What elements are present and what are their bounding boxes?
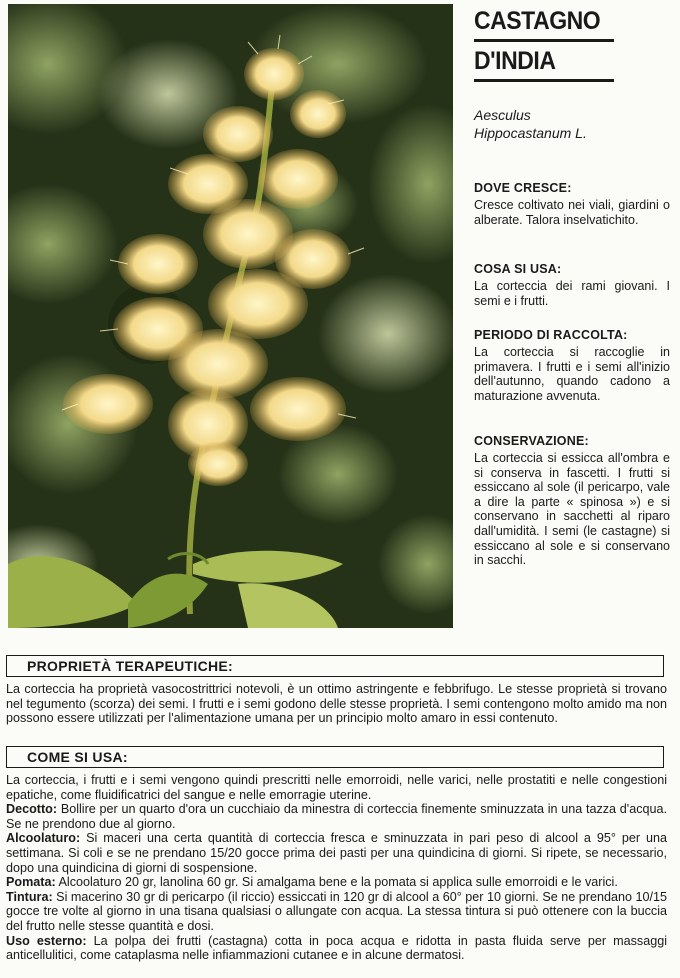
section-heading: DOVE CRESCE:	[474, 181, 572, 195]
usage-item	[6, 890, 667, 934]
section-heading: CONSERVAZIONE:	[474, 434, 589, 448]
usage-item	[6, 831, 667, 875]
usage-label: Decotto:	[6, 802, 58, 817]
section-conservazione	[474, 434, 670, 568]
come-intro: La corteccia, i frutti e i semi vengono quindi prescritti nelle emorroidi, nelle varici, nelle prostatiti e nelle congestioni epatiche, come fluidificatrici del sangue e nelle emorragie uterine.	[6, 773, 667, 802]
section-periodo-di-raccolta	[474, 328, 670, 403]
section-text: La corteccia dei rami giovani. I semi e i frutti.	[474, 279, 670, 308]
usage-item	[6, 875, 667, 890]
proprieta-heading: PROPRIETÀ TERAPEUTICHE:	[27, 658, 234, 674]
section-heading: COSA SI USA:	[474, 262, 562, 276]
usage-text: Bollire per un quarto d'ora un cucchiaio da minestra di corteccia finemente sminuzzata in una tazza d'acqua. Se ne prendono due al giorno.	[6, 802, 668, 831]
proprieta-text: La corteccia ha proprietà vasocostrittrici notevoli, è un ottimo astringente e febbrifugo. Le stesse proprietà si trovano nel tegumento (scorza) dei semi. I frutti e i semi godono delle stesse proprietà. I semi contengono molto amido ma non possono essere utilizzati per l'alimentazione umana per un principio molto amaro in essi contenuto.	[6, 682, 667, 726]
scientific-name-species: Hippocastanum L.	[474, 125, 587, 141]
usage-label: Alcoolaturo:	[6, 831, 81, 846]
usage-label: Uso esterno:	[6, 933, 87, 948]
usage-text: Si maceri una certa quantità di corteccia fresca e sminuzzata in pari peso di alcool a 95° per una settimana. Si coli e se ne prendano 15/20 gocce prima dei pasti per una quindicina di giorni. Si ripete, se necessario, dopo una quindicina di giorni di sospensione.	[6, 831, 668, 875]
proprieta-heading-box	[6, 655, 664, 677]
section-text: Cresce coltivato nei viali, giardini o alberate. Talora inselvatichito.	[474, 198, 670, 227]
section-dove-cresce	[474, 181, 670, 227]
usage-item	[6, 934, 667, 963]
come-heading-box	[6, 746, 664, 768]
usage-text: Alcoolaturo 20 gr, lanolina 60 gr. Si amalgama bene e la pomata si applica sulle emorroidi e le varici.	[58, 875, 618, 890]
usage-text: La polpa dei frutti (castagna) cotta in poca acqua e ridotta in pasta fluida serve per massaggi anticellulitici, come cataplasma nelle infiammazioni cutanee e in alcune dermatosi.	[6, 933, 668, 963]
page-title-line1: CASTAGNO	[474, 7, 601, 35]
come-heading: COME SI USA:	[27, 749, 128, 765]
usage-text: Si macerino 30 gr di pericarpo (il riccio) essiccati in 120 gr di alcool a 60° per 10 giorni. Se ne prendano 10/15 gocce tre volte al giorno in una tisana qualsiasi o allungate con acqua. La stessa tintura si può ottenere con la buccia del frutto nelle stesse quantità e dosi.	[6, 889, 667, 933]
proprieta-text-block	[6, 682, 667, 726]
usage-label: Tintura:	[6, 889, 53, 904]
usage-item	[6, 802, 667, 831]
come-text-block	[6, 773, 667, 963]
section-heading: PERIODO DI RACCOLTA:	[474, 328, 628, 342]
scientific-name-genus: Aesculus	[474, 107, 531, 123]
usage-label: Pomata:	[6, 875, 56, 890]
title-underline	[474, 39, 614, 42]
flower-photo	[8, 4, 453, 628]
section-text: La corteccia si essicca all'ombra e si conserva in fascetti. I frutti si essiccano al sole (il pericarpo, vale a dire la parte « spinosa ») e si conservano in sacchetti al riparo dall'umidità. I semi (le castagne) si essiccano al sole e si conservano in sacchi.	[474, 451, 670, 568]
scientific-name	[474, 106, 587, 142]
section-cosa-si-usa	[474, 262, 670, 308]
title-underline	[474, 79, 614, 82]
horse-chestnut-flower-illustration	[8, 4, 453, 628]
page-title-line2: D'INDIA	[474, 47, 556, 75]
title-block	[474, 6, 670, 86]
section-text: La corteccia si raccoglie in primavera. I frutti e i semi all'inizio dell'autunno, quando cadono a maturazione avvenuta.	[474, 345, 670, 403]
